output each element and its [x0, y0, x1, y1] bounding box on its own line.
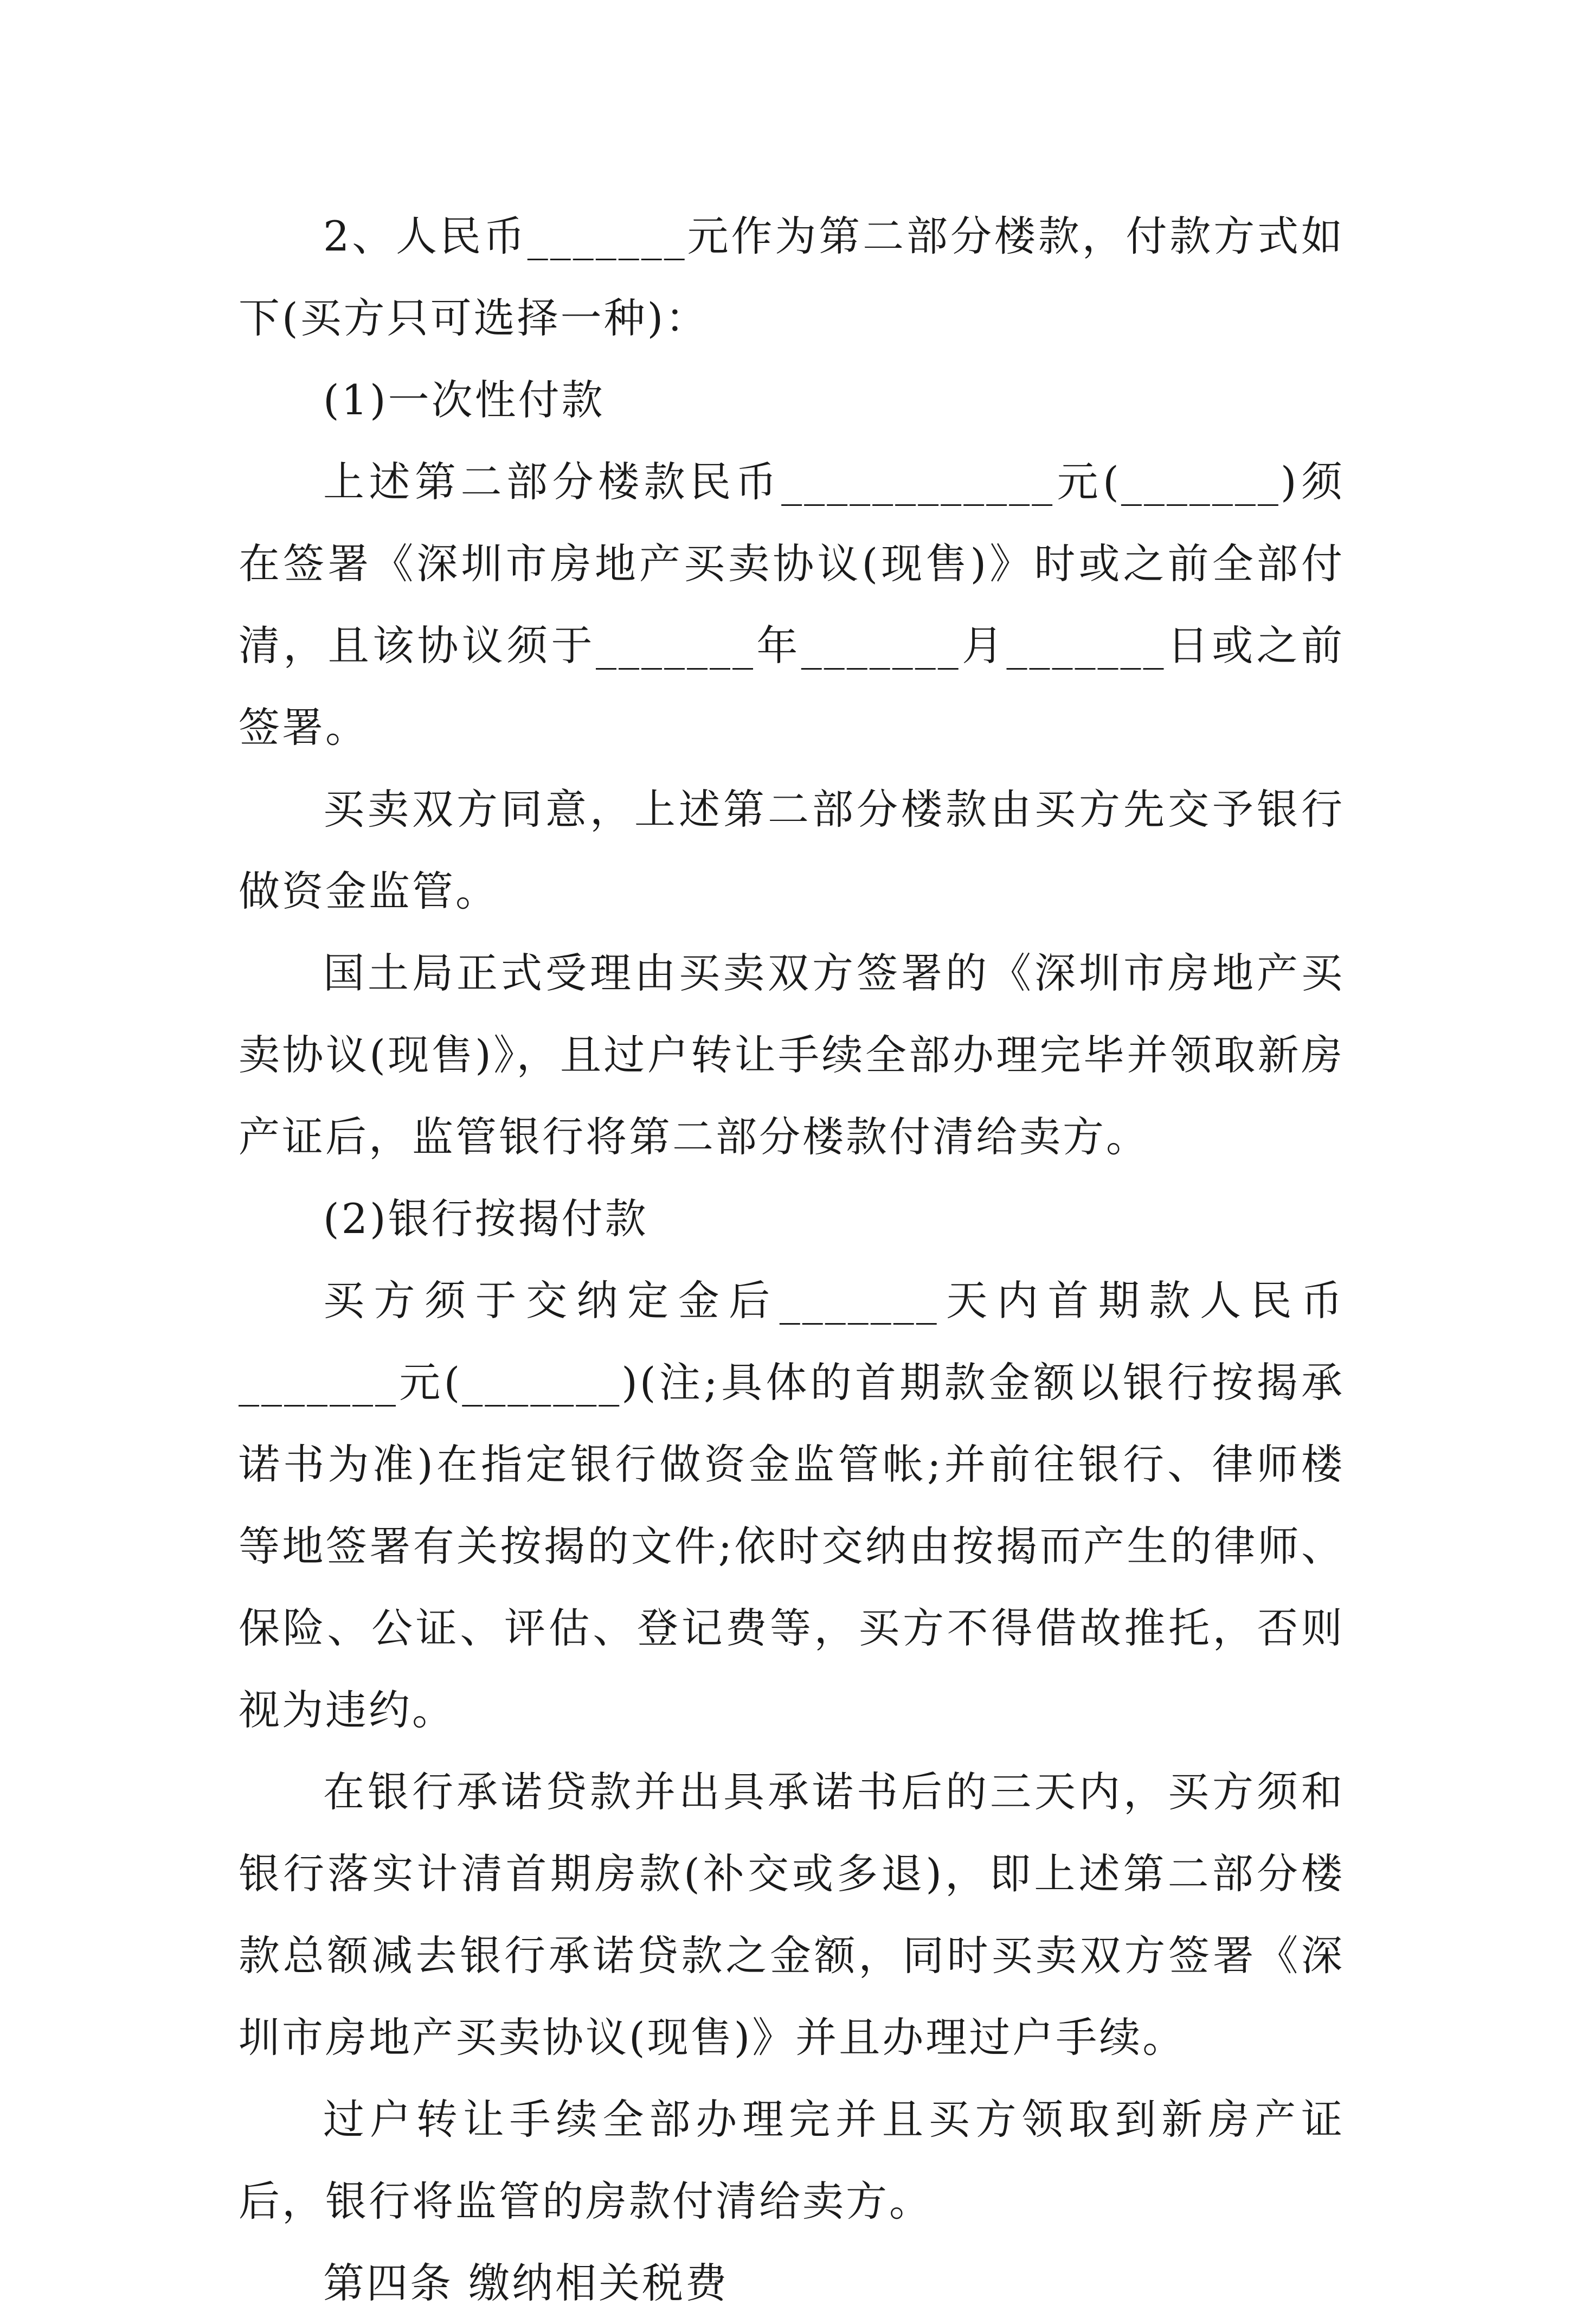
- section-heading-article-four: 第四条 缴纳相关税费: [323, 2259, 729, 2307]
- paragraph-loan-commitment: 在银行承诺贷款并出具承诺书后的三天内，买方须和银行落实计清首期房款(补交或多退)，即上述第二部分楼款总额减去银行承诺贷款之金额，同时买卖双方签署《深圳市房地产买卖协议(现售)》并且办理过户手续。: [239, 1768, 1345, 2062]
- paragraph-transfer-complete: 过户转让手续全部办理完并且买方领取到新房产证后，银行将监管的房款付清给卖方。: [239, 2095, 1345, 2225]
- document-body: [239, 195, 1345, 2324]
- paragraph-second-payment: 2、人民币_______元作为第二部分楼款，付款方式如下(买方只可选择一种)：: [239, 212, 1345, 342]
- paragraph-mortgage-terms: 买方须于交纳定金后_______天内首期款人民币_______元(_______)(注;具体的首期款金额以银行按揭承诺书为准)在指定银行做资金监管帐;并前往银行、律师楼等地签署有关按揭的文件;依时交纳由按揭而产生的律师、保险、公证、评估、登记费等，买方不得借故推托，否则视为违约。: [239, 1276, 1345, 1734]
- paragraph-mortgage-heading: (2)银行按揭付款: [323, 1195, 648, 1243]
- paragraph-lump-sum-heading: (1)一次性付款: [323, 376, 605, 424]
- paragraph-escrow-agreement: 买卖双方同意，上述第二部分楼款由买方先交予银行做资金监管。: [239, 785, 1345, 915]
- paragraph-lump-sum-terms: 上述第二部分楼款民币____________元(_______)须在签署《深圳市房地产买卖协议(现售)》时或之前全部付清，且该协议须于_______年_______月_______日或之前签署。: [239, 458, 1345, 752]
- paragraph-land-bureau: 国土局正式受理由买卖双方签署的《深圳市房地产买卖协议(现售)》，且过户转让手续全部办理完毕并领取新房产证后，监管银行将第二部分楼款付清给卖方。: [239, 949, 1345, 1161]
